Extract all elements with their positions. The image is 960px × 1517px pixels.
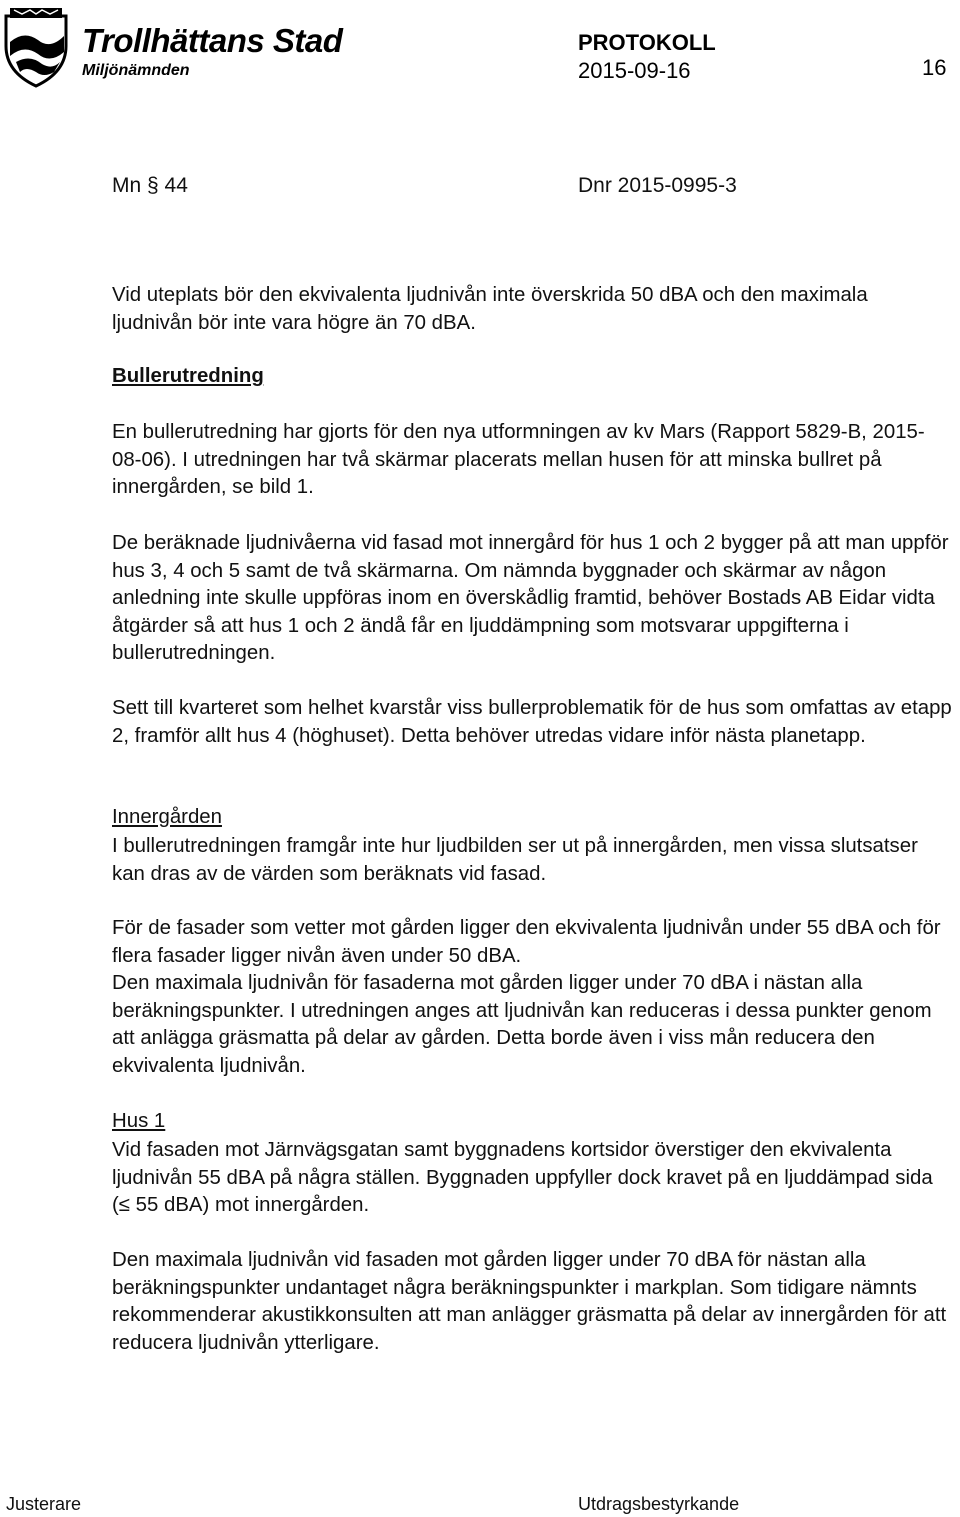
section-heading-innergarden: Innergården xyxy=(112,806,222,828)
case-number: Dnr 2015-0995-3 xyxy=(578,174,737,197)
innergarden-paragraph-1: I bullerutredningen framgår inte hur ljudbilden ser ut på innergården, men vissa slutsatser kan dras av de värden som beräknats vid fasad. xyxy=(112,835,918,885)
bullerutredning-paragraph-1: En bullerutredning har gjorts för den nya utformningen av kv Mars (Rapport 5829-B, 2015-08-06). I utredningen har två skärmar placerats mellan husen för att minska bullret på innergården, se bild 1. xyxy=(112,421,925,499)
organization-name: Trollhättans Stad xyxy=(82,22,343,59)
section-heading-bullerutredning: Bullerutredning xyxy=(112,365,264,387)
bullerutredning-paragraph-3: Sett till kvarteret som helhet kvarstår viss bullerproblematik för de hus som omfattas av etapp 2, framför allt hus 4 (höghuset). Detta behöver utredas vidare inför nästa planetapp. xyxy=(112,697,952,747)
innergarden-paragraph-3: Den maximala ljudnivån för fasaderna mot gården ligger under 70 dBA i nästan alla beräkningspunkter. I utredningen anges att ljudnivån kan reduceras i dessa punkter genom att anlägga gräsmatta på delar av gården. Detta borde även i viss mån reducera den ekvivalenta ljudnivån. xyxy=(112,972,932,1077)
document-date: 2015-09-16 xyxy=(578,58,691,83)
intro-paragraph: Vid uteplats bör den ekvivalenta ljudnivån inte överskrida 50 dBA och den maximala ljudnivån bör inte vara högre än 70 dBA. xyxy=(112,284,868,334)
section-heading-hus-1: Hus 1 xyxy=(112,1110,166,1132)
committee-name: Miljönämnden xyxy=(82,62,190,79)
footer-justerare: Justerare xyxy=(6,1494,82,1514)
hus1-paragraph-2: Den maximala ljudnivån vid fasaden mot gården ligger under 70 dBA för nästan alla beräkningspunkter undantaget några beräkningspunkter i markplan. Som tidigare nämnts rekommenderar akustikkonsulten att man anlägger gräsmatta på delar av innergården för att reducera ljudnivån ytterligare. xyxy=(112,1249,947,1354)
page-number: 16 xyxy=(922,55,947,80)
footer-utdragsbestyrkande: Utdragsbestyrkande xyxy=(578,1494,740,1514)
innergarden-paragraph-2: För de fasader som vetter mot gården ligger den ekvivalenta ljudnivån under 55 dBA och för flera fasader ligger nivån även under 50 dBA. xyxy=(112,917,941,967)
bullerutredning-paragraph-2: De beräknade ljudnivåerna vid fasad mot innergård för hus 1 och 2 bygger på att man uppför hus 3, 4 och 5 samt de två skärmarna. Om nämnda byggnader och skärmar av någon anledning inte skulle uppföras inom en överskådlig framtid, behöver Bostads AB Eidar vidta åtgärder så att hus 1 och 2 ändå får en ljuddämpning som motsvarar uppgifterna i bullerutredningen. xyxy=(112,532,949,665)
paragraph-reference: Mn § 44 xyxy=(112,174,188,197)
document-type: PROTOKOLL xyxy=(578,30,716,55)
hus1-paragraph-1: Vid fasaden mot Järnvägsgatan samt byggnadens kortsidor överstiger den ekvivalenta ljudnivån 55 dBA på några ställen. Byggnaden uppfyller dock kravet på en ljuddämpad sida (≤ 55 dBA) mot innergården. xyxy=(112,1139,933,1217)
city-crest-logo xyxy=(2,6,70,88)
